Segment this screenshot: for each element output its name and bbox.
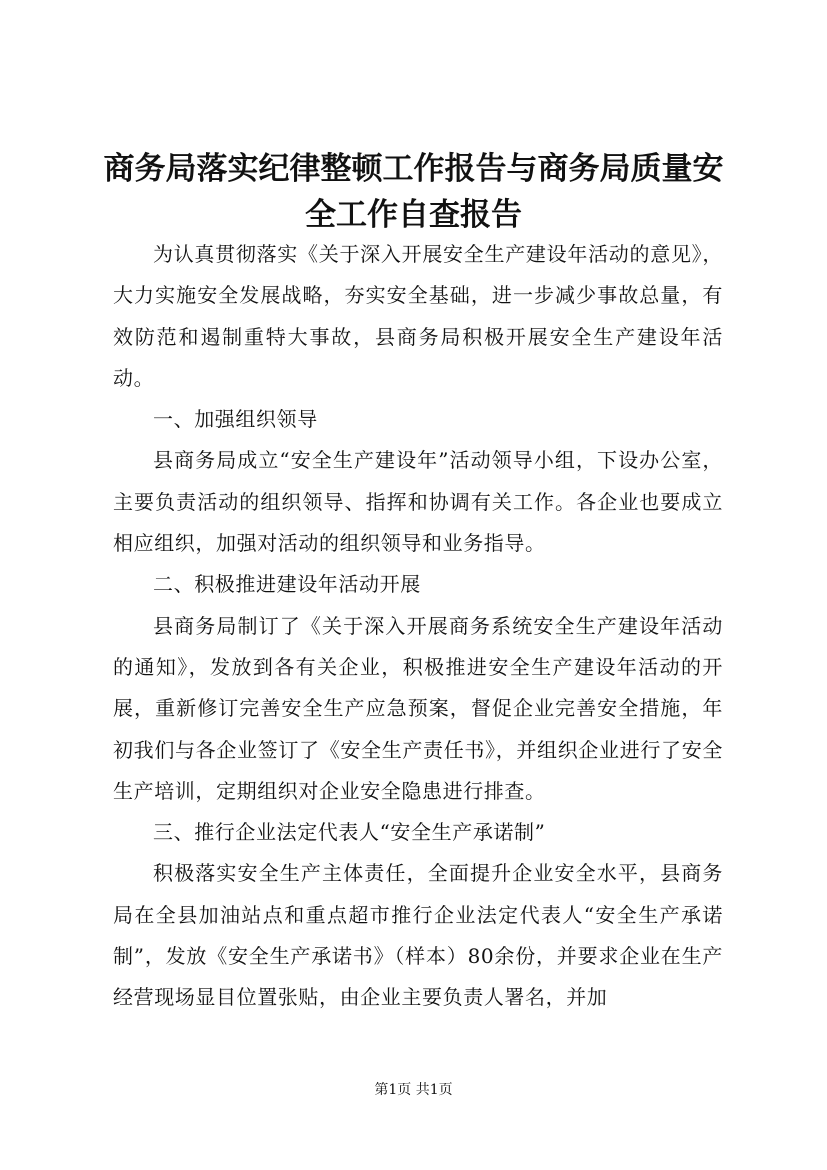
document-body xyxy=(113,234,723,1019)
paragraph-section-3: 积极落实安全生产主体责任，全面提升企业安全水平，县商务局在全县加油站点和重点超市推行企业法定代表人“安全生产承诺制”，发放《安全生产承诺书》（样本）80余份，并要求企业在生产经营现场显目位置张贴，由企业主要负责人署名，并加 xyxy=(113,861,723,1010)
section-heading-1: 一、加强组织领导 xyxy=(153,407,318,432)
section-heading-2: 二、积极推进建设年活动开展 xyxy=(153,572,421,597)
paragraph-section-2: 县商务局制订了《关于深入开展商务系统安全生产建设年活动的通知》，发放到各有关企业，积极推进安全生产建设年活动的开展，重新修订完善安全生产应急预案，督促企业完善安全措施，年初我们与各企业签订了《安全生产责任书》，并组织企业进行了安全生产培训，定期组织对企业安全隐患进行排查。 xyxy=(113,613,723,803)
document-title: 商务局落实纪律整顿工作报告与商务局质量安全工作自查报告 xyxy=(103,151,724,233)
paragraph-section-1: 县商务局成立“安全生产建设年”活动领导小组，下设办公室，主要负责活动的组织领导、指挥和协调有关工作。各企业也要成立相应组织，加强对活动的组织领导和业务指导。 xyxy=(113,448,723,556)
page-number-footer: 第1页 共1页 xyxy=(374,1082,453,1098)
section-heading-3: 三、推行企业法定代表人“安全生产承诺制” xyxy=(153,820,546,845)
paragraph-intro: 为认真贯彻落实《关于深入开展安全生产建设年活动的意见》，大力实施安全发展战略，夯实安全基础，进一步减少事故总量，有效防范和遏制重特大事故，县商务局积极开展安全生产建设年活动。 xyxy=(113,242,723,390)
